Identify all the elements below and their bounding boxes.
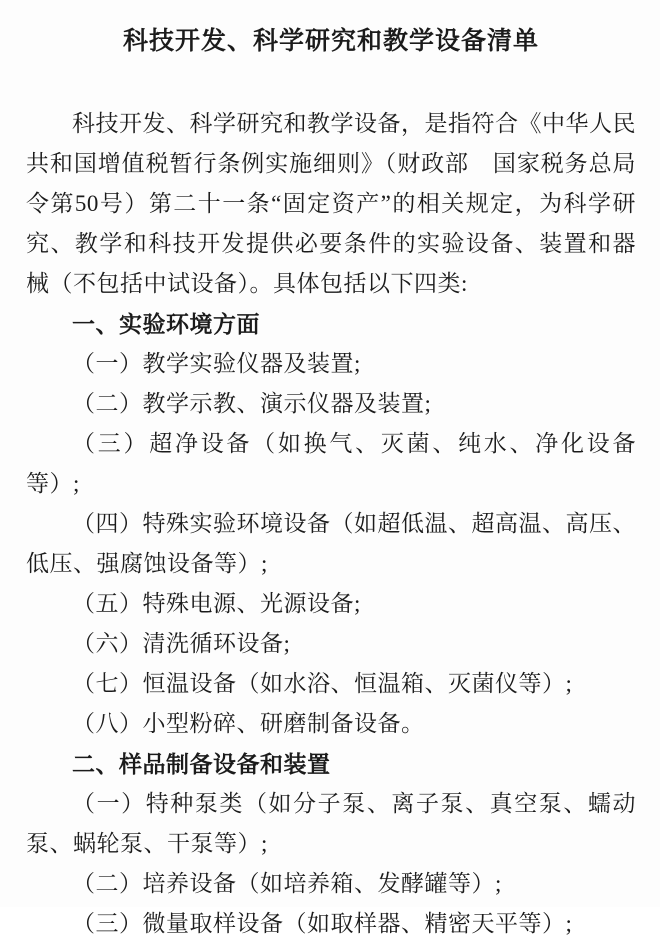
section-2-item: （三）微量取样设备（如取样器、精密天平等）; [72, 911, 573, 936]
section-1-item: （八）小型粉碎、研磨制备设备。 [72, 711, 425, 736]
section-1-item: （四）特殊实验环境设备（如超低温、超高温、高压、低压、强腐蚀设备等）; [26, 511, 636, 576]
section-1-item: （二）教学示教、演示仪器及装置; [72, 391, 432, 416]
section-1-item: （六）清洗循环设备; [72, 631, 291, 656]
section-2-item: （二）培养设备（如培养箱、发酵罐等）; [72, 871, 502, 896]
section-1-item: （一）教学实验仪器及装置; [72, 351, 361, 376]
section-1-heading: 一、实验环境方面 [72, 311, 260, 337]
section-2-item: （一）特种泵类（如分子泵、离子泵、真空泵、蠕动泵、蜗轮泵、干泵等）; [26, 791, 636, 856]
section-1-item: （七）恒温设备（如水浴、恒温箱、灭菌仪等）; [72, 671, 573, 696]
section-1-item: （三）超净设备（如换气、灭菌、纯水、净化设备等）; [26, 431, 636, 496]
document-title: 科技开发、科学研究和教学设备清单 [122, 28, 539, 55]
section-1-item: （五）特殊电源、光源设备; [72, 591, 361, 616]
section-2-heading: 二、样品制备设备和装置 [72, 751, 331, 777]
intro-paragraph: 科技开发、科学研究和教学设备，是指符合《中华人民共和国增值税暂行条例实施细则》（财政部 国家税务总局令第50号）第二十一条“固定资产”的相关规定，为科学研究、教学和科技开发提供必要条件的实验设备、装置和器械（不包括中试设备）。具体包括以下四类: [26, 111, 636, 296]
